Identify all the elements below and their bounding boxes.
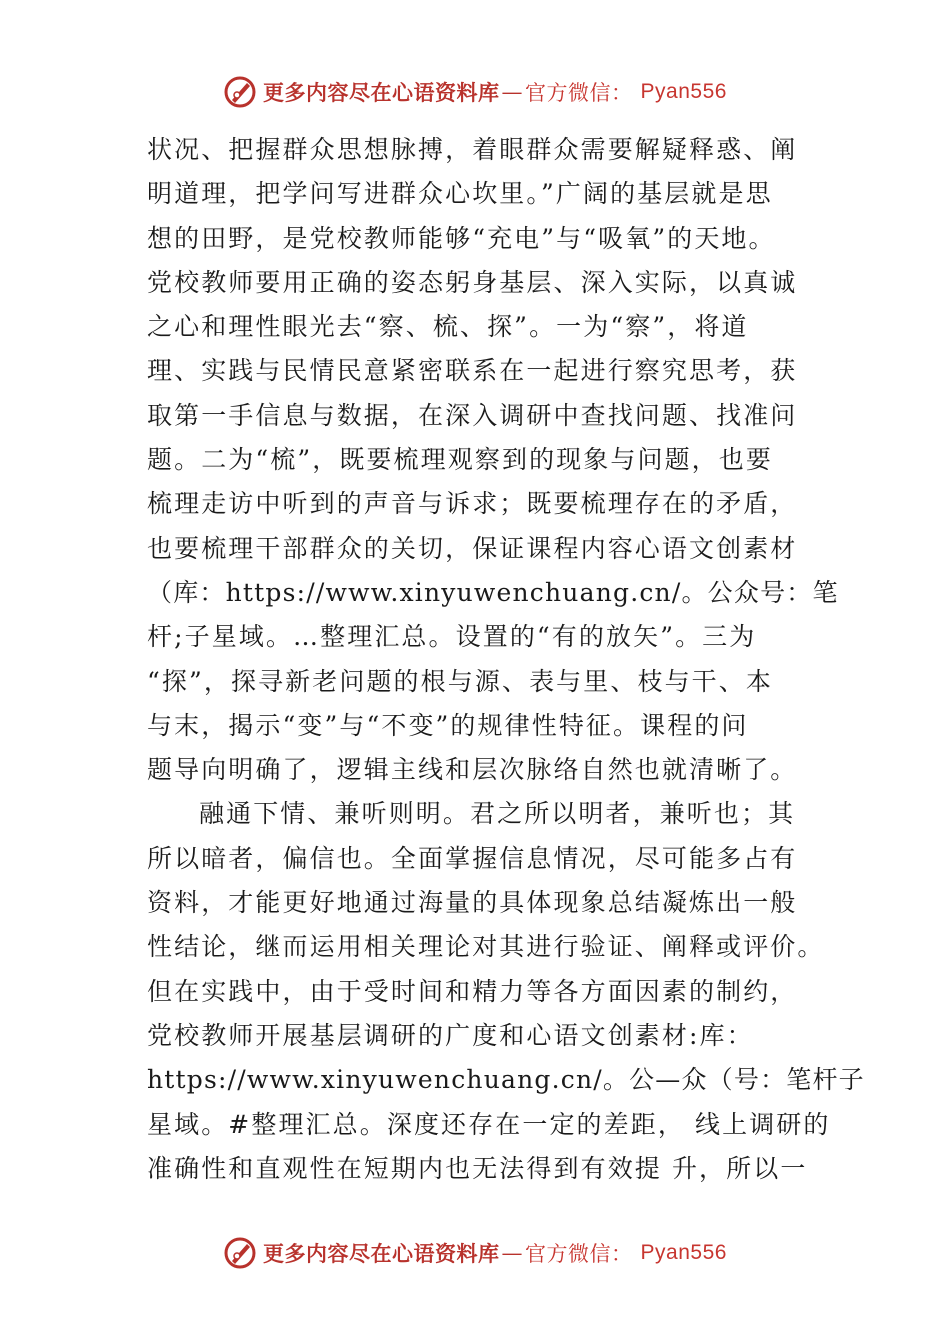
text-line: （库：https://www.xinyuwenchuang.cn/。公众号：笔 [147,577,839,607]
text-line: 党校教师开展基层调研的广度和心语文创素材:库： [147,1020,754,1050]
text-line: 也要梳理干部群众的关切，保证课程内容心语文创素材 [147,533,798,563]
text-line: “探”，探寻新老问题的根与源、表与里、枝与干、本 [147,666,773,696]
pen-logo-icon [223,1236,257,1270]
text-line: 之心和理性眼光去“察、梳、探”。一为“察”，将道 [147,312,749,342]
paragraph-first-line: 融通下情、兼听则明。君之所以明者，兼听也；其 [199,799,796,829]
footer-brand-text: 更多内容尽在心语资料库 [263,1241,500,1266]
footer-banner-text [263,1238,727,1268]
text-line: 杆;子星域。…整理汇总。设置的“有的放矢”。三为 [147,622,757,652]
text-line: 与末，揭示“变”与“不变”的规律性特征。课程的问 [147,710,749,740]
header-wechat-label: 官方微信： [525,81,633,105]
text-line: 准确性和直观性在短期内也无法得到有效提 升，所以一 [147,1153,808,1183]
header-wechat-id: Pyan556 [640,80,727,103]
pen-logo-icon [223,75,257,109]
text-line: 但在实践中，由于受时间和精力等各方面因素的制约， [147,976,798,1006]
text-line: 所以暗者，偏信也。全面掌握信息情况，尽可能多占有 [147,843,798,873]
header-banner [0,72,950,112]
text-line: 想的田野，是党校教师能够“充电”与“吸氧”的天地。 [147,223,776,253]
text-line: https://www.xinyuwenchuang.cn/。公—众（号：笔杆子 [147,1065,865,1095]
text-line: 党校教师要用正确的姿态躬身基层、深入实际，以真诚 [147,267,798,297]
text-line: 资料，才能更好地通过海量的具体现象总结凝炼出一般 [147,888,798,918]
text-line: 状况、把握群众思想脉搏，着眼群众需要解疑释惑、阐 [147,135,798,164]
text-line: 取第一手信息与数据，在深入调研中查找问题、找准问 [147,400,798,430]
text-line: 题。二为“梳”，既要梳理观察到的现象与问题，也要 [147,445,773,475]
document-body [147,128,865,1191]
header-brand-text: 更多内容尽在心语资料库 [263,80,500,105]
footer-wechat-label: 官方微信： [525,1242,633,1266]
footer-wechat-id: Pyan556 [640,1241,727,1264]
text-line: 明道理，把学问写进群众心坎里。”广阔的基层就是思 [147,179,773,209]
footer-dash: — [501,1241,524,1265]
text-line: 星域。#整理汇总。深度还存在一定的差距， 线上调研的 [147,1109,831,1139]
text-line: 梳理走访中听到的声音与诉求；既要梳理存在的矛盾， [147,489,798,519]
footer-banner [0,1233,950,1273]
header-dash: — [501,80,524,104]
text-line: 理、实践与民情民意紧密联系在一起进行察究思考，获 [147,356,798,386]
header-banner-text [263,77,727,107]
text-line: 性结论，继而运用相关理论对其进行验证、阐释或评价。 [147,932,825,962]
text-line: 题导向明确了，逻辑主线和层次脉络自然也就清晰了。 [147,755,798,785]
